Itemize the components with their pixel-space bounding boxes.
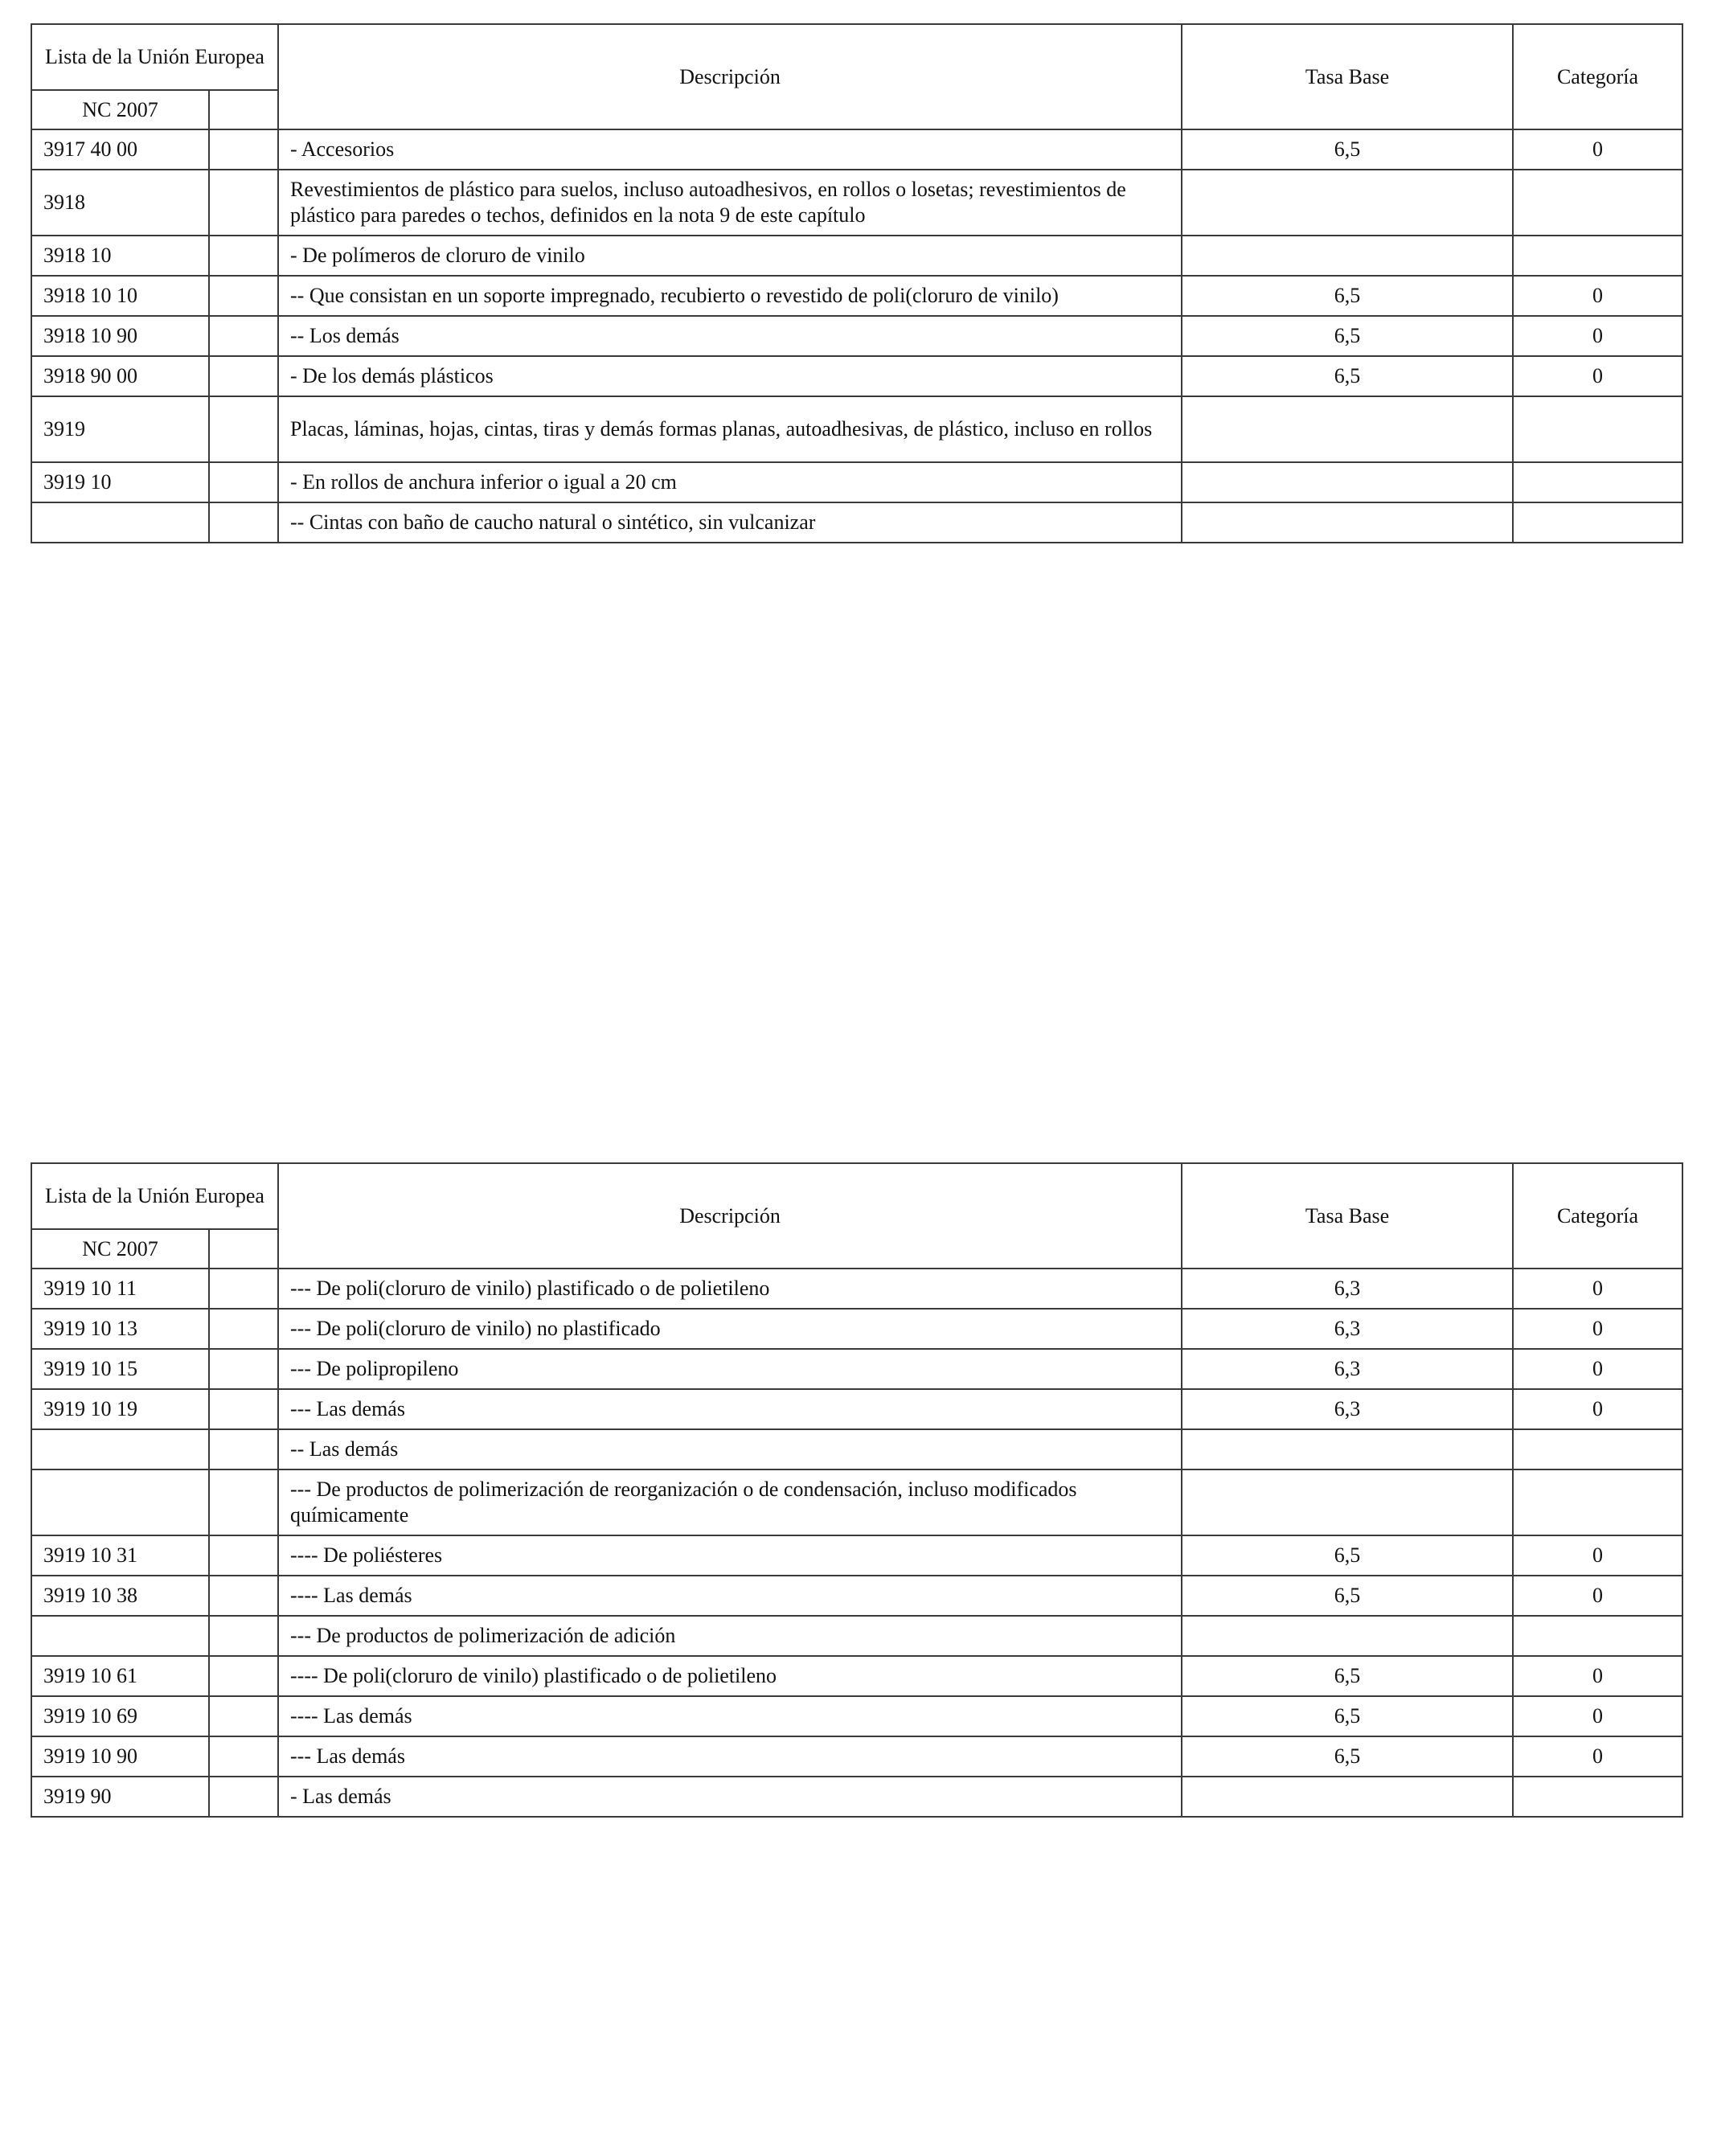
base-rate-cell xyxy=(1182,396,1513,462)
table-row xyxy=(31,1269,1682,1309)
tariff-table-1 xyxy=(31,23,1683,543)
category-cell: 0 xyxy=(1513,1389,1682,1429)
table-row xyxy=(31,276,1682,316)
description-cell: -- Las demás xyxy=(278,1429,1182,1469)
base-rate-cell: 6,5 xyxy=(1182,276,1513,316)
code-cell: 3919 10 90 xyxy=(31,1736,209,1777)
base-rate-cell: 6,5 xyxy=(1182,316,1513,356)
category-cell: 0 xyxy=(1513,1736,1682,1777)
table-row xyxy=(31,1535,1682,1576)
blank-cell xyxy=(209,1349,278,1389)
category-cell xyxy=(1513,396,1682,462)
header-empty-cell xyxy=(209,1229,278,1269)
description-cell: Revestimientos de plástico para suelos, incluso autoadhesivos, en rollos o losetas; revestimientos de plástico para paredes o techos, definidos en la nota 9 de este capítulo xyxy=(278,170,1182,236)
category-cell: 0 xyxy=(1513,1269,1682,1309)
table-row xyxy=(31,1349,1682,1389)
table-row xyxy=(31,1777,1682,1817)
header-nc-label: NC 2007 xyxy=(31,90,209,129)
category-cell xyxy=(1513,462,1682,502)
category-cell xyxy=(1513,236,1682,276)
code-cell: 3919 10 38 xyxy=(31,1576,209,1616)
blank-cell xyxy=(209,1269,278,1309)
code-cell: 3918 10 xyxy=(31,236,209,276)
table-row xyxy=(31,1389,1682,1429)
description-cell: ---- De poliésteres xyxy=(278,1535,1182,1576)
code-cell xyxy=(31,502,209,543)
table-row xyxy=(31,502,1682,543)
category-cell: 0 xyxy=(1513,1535,1682,1576)
blank-cell xyxy=(209,1656,278,1696)
description-cell: - Accesorios xyxy=(278,129,1182,170)
header-list-label: Lista de la Unión Europea xyxy=(31,1163,278,1229)
code-cell: 3918 10 10 xyxy=(31,276,209,316)
base-rate-cell: 6,5 xyxy=(1182,1656,1513,1696)
category-cell xyxy=(1513,1429,1682,1469)
code-cell: 3919 10 xyxy=(31,462,209,502)
blank-cell xyxy=(209,129,278,170)
header-nc-label: NC 2007 xyxy=(31,1229,209,1269)
blank-cell xyxy=(209,1429,278,1469)
description-cell: ---- Las demás xyxy=(278,1696,1182,1736)
table-row xyxy=(31,1656,1682,1696)
base-rate-cell: 6,5 xyxy=(1182,1696,1513,1736)
base-rate-cell: 6,5 xyxy=(1182,1576,1513,1616)
table-row xyxy=(31,1309,1682,1349)
base-rate-cell xyxy=(1182,1616,1513,1656)
base-rate-cell xyxy=(1182,502,1513,543)
category-cell: 0 xyxy=(1513,1309,1682,1349)
description-cell: --- Las demás xyxy=(278,1736,1182,1777)
code-cell: 3919 10 13 xyxy=(31,1309,209,1349)
code-cell: 3919 10 11 xyxy=(31,1269,209,1309)
base-rate-cell xyxy=(1182,462,1513,502)
description-cell: ---- De poli(cloruro de vinilo) plastificado o de polietileno xyxy=(278,1656,1182,1696)
blank-cell xyxy=(209,462,278,502)
code-cell: 3918 10 90 xyxy=(31,316,209,356)
base-rate-cell xyxy=(1182,1777,1513,1817)
base-rate-cell: 6,3 xyxy=(1182,1309,1513,1349)
table-row xyxy=(31,1469,1682,1535)
description-cell: - De polímeros de cloruro de vinilo xyxy=(278,236,1182,276)
category-cell: 0 xyxy=(1513,356,1682,396)
blank-cell xyxy=(209,1389,278,1429)
blank-cell xyxy=(209,356,278,396)
category-cell: 0 xyxy=(1513,1696,1682,1736)
description-cell: --- De poli(cloruro de vinilo) no plastificado xyxy=(278,1309,1182,1349)
blank-cell xyxy=(209,236,278,276)
blank-cell xyxy=(209,1309,278,1349)
table-row xyxy=(31,1736,1682,1777)
table-row xyxy=(31,1616,1682,1656)
description-cell: ---- Las demás xyxy=(278,1576,1182,1616)
base-rate-cell: 6,5 xyxy=(1182,1535,1513,1576)
category-cell: 0 xyxy=(1513,129,1682,170)
table-row xyxy=(31,170,1682,236)
description-cell: -- Que consistan en un soporte impregnado, recubierto o revestido de poli(cloruro de vinilo) xyxy=(278,276,1182,316)
base-rate-cell: 6,5 xyxy=(1182,1736,1513,1777)
code-cell: 3918 xyxy=(31,170,209,236)
tariff-table-2 xyxy=(31,1162,1683,1818)
base-rate-cell: 6,3 xyxy=(1182,1269,1513,1309)
table-row xyxy=(31,316,1682,356)
code-cell xyxy=(31,1616,209,1656)
description-cell: -- Los demás xyxy=(278,316,1182,356)
header-list-label: Lista de la Unión Europea xyxy=(31,24,278,90)
table-row xyxy=(31,462,1682,502)
description-cell: - Las demás xyxy=(278,1777,1182,1817)
code-cell: 3919 10 15 xyxy=(31,1349,209,1389)
code-cell xyxy=(31,1429,209,1469)
code-cell: 3919 10 61 xyxy=(31,1656,209,1696)
category-cell xyxy=(1513,502,1682,543)
description-cell: --- De polipropileno xyxy=(278,1349,1182,1389)
description-cell: --- De productos de polimerización de adición xyxy=(278,1616,1182,1656)
table-row xyxy=(31,1696,1682,1736)
code-cell: 3919 90 xyxy=(31,1777,209,1817)
code-cell xyxy=(31,1469,209,1535)
header-category: Categoría xyxy=(1513,24,1682,129)
table-row xyxy=(31,129,1682,170)
table-row xyxy=(31,1429,1682,1469)
table-row xyxy=(31,396,1682,462)
code-cell: 3919 10 69 xyxy=(31,1696,209,1736)
category-cell: 0 xyxy=(1513,316,1682,356)
category-cell xyxy=(1513,1469,1682,1535)
description-cell: - De los demás plásticos xyxy=(278,356,1182,396)
code-cell: 3919 10 19 xyxy=(31,1389,209,1429)
blank-cell xyxy=(209,502,278,543)
category-cell: 0 xyxy=(1513,1349,1682,1389)
base-rate-cell: 6,5 xyxy=(1182,356,1513,396)
table-body xyxy=(31,129,1682,543)
base-rate-cell: 6,3 xyxy=(1182,1349,1513,1389)
code-cell: 3917 40 00 xyxy=(31,129,209,170)
base-rate-cell xyxy=(1182,1429,1513,1469)
header-category: Categoría xyxy=(1513,1163,1682,1269)
base-rate-cell xyxy=(1182,1469,1513,1535)
description-cell: --- De poli(cloruro de vinilo) plastificado o de polietileno xyxy=(278,1269,1182,1309)
blank-cell xyxy=(209,1696,278,1736)
blank-cell xyxy=(209,396,278,462)
base-rate-cell xyxy=(1182,170,1513,236)
blank-cell xyxy=(209,1535,278,1576)
category-cell xyxy=(1513,1616,1682,1656)
category-cell xyxy=(1513,1777,1682,1817)
table-row xyxy=(31,236,1682,276)
code-cell: 3919 xyxy=(31,396,209,462)
blank-cell xyxy=(209,1777,278,1817)
base-rate-cell: 6,5 xyxy=(1182,129,1513,170)
category-cell: 0 xyxy=(1513,1576,1682,1616)
description-cell: Placas, láminas, hojas, cintas, tiras y demás formas planas, autoadhesivas, de plástico, incluso en rollos xyxy=(278,396,1182,462)
blank-cell xyxy=(209,170,278,236)
header-description: Descripción xyxy=(278,1163,1182,1269)
header-empty-cell xyxy=(209,90,278,129)
table-body xyxy=(31,1269,1682,1817)
blank-cell xyxy=(209,276,278,316)
table-row xyxy=(31,356,1682,396)
blank-cell xyxy=(209,1469,278,1535)
code-cell: 3919 10 31 xyxy=(31,1535,209,1576)
header-base-rate: Tasa Base xyxy=(1182,24,1513,129)
category-cell: 0 xyxy=(1513,1656,1682,1696)
category-cell xyxy=(1513,170,1682,236)
blank-cell xyxy=(209,1576,278,1616)
table-row xyxy=(31,1576,1682,1616)
description-cell: --- Las demás xyxy=(278,1389,1182,1429)
description-cell: -- Cintas con baño de caucho natural o sintético, sin vulcanizar xyxy=(278,502,1182,543)
description-cell: - En rollos de anchura inferior o igual a 20 cm xyxy=(278,462,1182,502)
code-cell: 3918 90 00 xyxy=(31,356,209,396)
blank-cell xyxy=(209,1616,278,1656)
base-rate-cell xyxy=(1182,236,1513,276)
category-cell: 0 xyxy=(1513,276,1682,316)
header-description: Descripción xyxy=(278,24,1182,129)
blank-cell xyxy=(209,316,278,356)
description-cell: --- De productos de polimerización de reorganización o de condensación, incluso modificados químicamente xyxy=(278,1469,1182,1535)
base-rate-cell: 6,3 xyxy=(1182,1389,1513,1429)
header-base-rate: Tasa Base xyxy=(1182,1163,1513,1269)
blank-cell xyxy=(209,1736,278,1777)
